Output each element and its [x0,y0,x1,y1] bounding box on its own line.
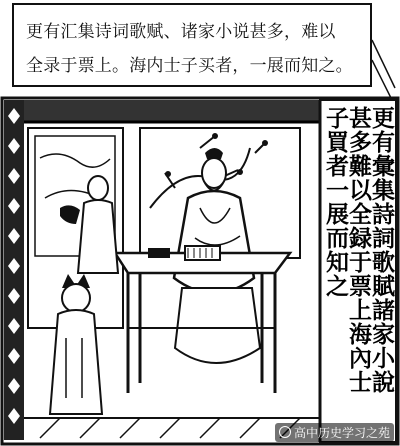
watermark [275,423,394,442]
woodcut-text-col3: 子買者一展而知之 [322,106,349,298]
caption-line-1: 更有汇集诗词歌赋、诸家小说甚多，难以 [26,22,336,42]
watermark-text: 高中历史学习之苑 [293,426,390,440]
wechat-icon [279,426,291,438]
caption-line-2: 全录于票上。海内士子买者，一展而知之。 [26,56,353,76]
caption-box [12,3,372,87]
woodcut-text-col2: 甚多難以全録于票上海內士 [345,106,372,394]
woodcut-text-col1: 更有彙集詩詞歌賦諸家小說 [368,106,395,394]
